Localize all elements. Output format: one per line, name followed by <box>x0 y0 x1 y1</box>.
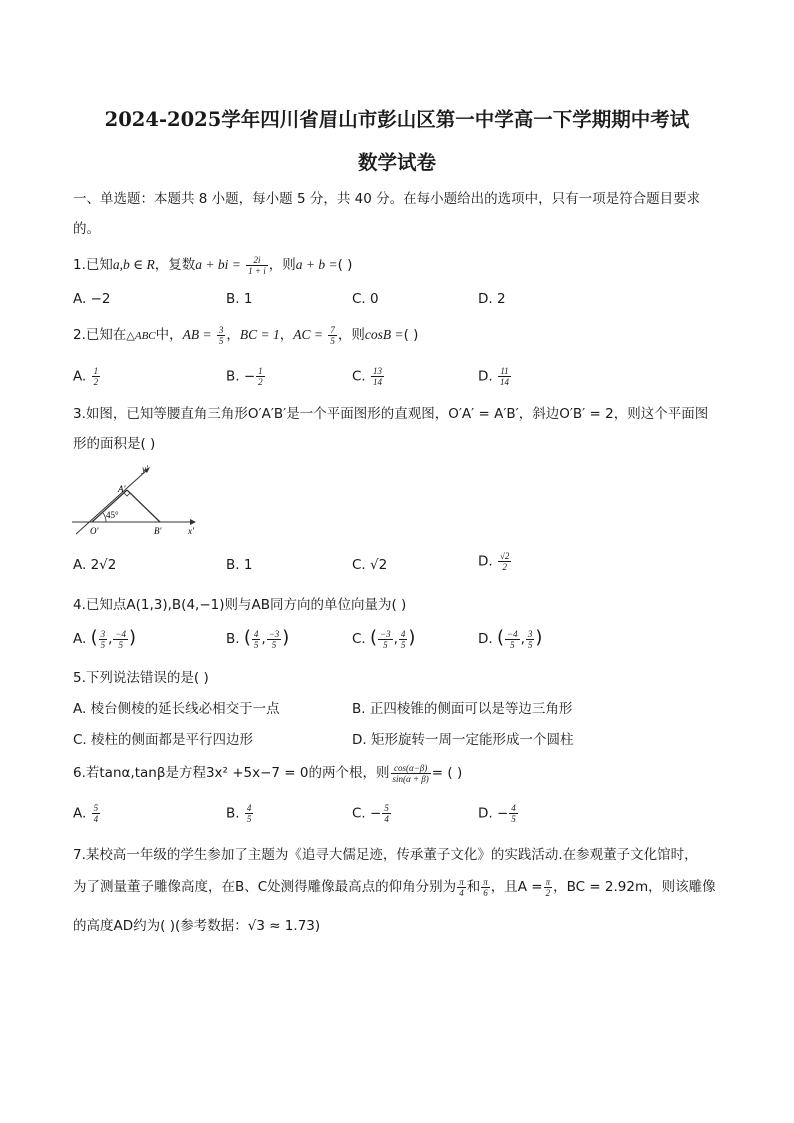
q1-math-sum: a + b = <box>295 257 338 272</box>
option-fraction <box>498 366 511 387</box>
option-fraction <box>509 803 518 824</box>
option-fraction <box>498 551 511 572</box>
frac-den: 14 <box>499 377 509 387</box>
q2-triangle: △ABC <box>126 330 156 342</box>
frac-den: sin(α + β) <box>392 773 429 784</box>
question-7-line3: 的高度AD约为( )(参考数据：√3 ≈ 1.73) <box>73 918 321 934</box>
frac-num: 1 <box>93 366 99 376</box>
edge-ab <box>127 490 160 522</box>
frac-num: cos(α−β) <box>391 763 431 774</box>
question-5-stem <box>73 666 209 686</box>
question-number: 1. <box>73 257 86 273</box>
q4-option-b[interactable]: B. ( $\frac{4}{5}$ , $\frac{-3}{5}$ ) <box>226 627 290 650</box>
frac-den: 5 <box>511 814 516 824</box>
q2-frac-ac <box>328 325 337 346</box>
q2-option-a[interactable] <box>73 366 101 387</box>
frac-num: −4 <box>115 628 126 639</box>
frac-2 <box>399 629 408 650</box>
q4-option-c[interactable]: C. ( $\frac{-3}{5}$ , $\frac{4}{5}$ ) <box>352 627 416 650</box>
q2-option-c[interactable] <box>352 366 385 387</box>
q2-text-1: 已知在 <box>85 327 127 343</box>
q6-option-c[interactable] <box>352 803 392 824</box>
option-letter: C. <box>352 631 366 647</box>
option-letter: B. <box>226 805 240 822</box>
option-fraction <box>92 803 101 824</box>
q7-frac-1 <box>457 877 466 898</box>
frac-den: 2 <box>502 562 507 572</box>
frac-1 <box>378 629 393 650</box>
frac-num: −4 <box>507 628 518 639</box>
question-3-stem-line2: 形的面积是( ) <box>73 436 156 452</box>
label-a: A′ <box>118 484 126 494</box>
question-2-stem <box>73 323 418 346</box>
q7-frac-2 <box>481 877 490 898</box>
q1-option-b[interactable]: B. 1 <box>226 291 253 307</box>
section-heading-line1: 一、单选题：本题共 8 小题，每小题 5 分，共 40 分。在每小题给出的选项中，只有一项是符合题目要求 <box>73 191 701 207</box>
frac-num: −3 <box>268 628 280 639</box>
q2-text-3: ，则 <box>337 327 365 343</box>
question-3-stem-line1 <box>73 402 708 422</box>
q2-frac-ac-den: 5 <box>330 335 335 346</box>
question-number: 4. <box>73 597 86 613</box>
frac-2 <box>526 629 535 650</box>
frac-num: 5 <box>384 803 389 813</box>
q2-text-2: 中， <box>155 327 183 343</box>
frac-den: 2 <box>258 377 263 387</box>
question-number: 5. <box>73 670 86 686</box>
question-1-stem <box>73 253 352 276</box>
q2-bc: BC = 1 <box>239 327 280 342</box>
frac-den: 5 <box>253 639 259 650</box>
exam-title-line2: 数学试卷 <box>357 151 436 174</box>
frac-2 <box>113 629 128 650</box>
q1-math-eq: a + bi = <box>195 257 241 272</box>
x-axis-arrow-icon <box>190 519 196 525</box>
option-sign: − <box>496 805 509 822</box>
q7-text-4: ，BC = 2.92m，则该雕像 <box>553 879 716 895</box>
y-axis-line <box>76 470 147 534</box>
q1-math-ab: a,b ∈ R <box>112 257 155 272</box>
option-fraction <box>382 803 391 824</box>
option-letter: A. <box>73 368 87 385</box>
question-6-stem <box>73 761 462 784</box>
frac-den: 5 <box>383 639 388 650</box>
section-heading-line2: 的。 <box>73 221 100 237</box>
q5-option-a[interactable]: A. 棱台侧棱的延长线必相交于一点 <box>73 701 280 717</box>
q5-option-c[interactable]: C. 棱柱的侧面都是平行四边形 <box>73 732 254 748</box>
question-number: 2. <box>73 327 86 343</box>
option-letter: D. <box>478 553 493 570</box>
option-sign: − <box>370 805 382 822</box>
frac-num: 13 <box>373 366 383 376</box>
q3-figure <box>70 462 200 538</box>
label-b: B′ <box>154 526 162 536</box>
frac-num: 4 <box>511 803 516 813</box>
q1-frac-den: 1 + i <box>248 265 266 276</box>
q2-ab: AB = <box>182 327 212 342</box>
option-letter: A. <box>73 805 87 822</box>
frac-num: 4 <box>253 628 259 639</box>
frac-den: 5 <box>271 639 277 650</box>
option-sign: − <box>243 368 256 385</box>
frac-den: 4 <box>93 814 99 824</box>
q6-option-d[interactable] <box>478 803 519 824</box>
frac-den: 4 <box>384 814 389 824</box>
q2-comma2: ， <box>279 327 294 343</box>
q6-text-1: 若tanα,tanβ是方程3x² +5x−7 = 0的两个根，则 <box>85 765 390 781</box>
q1-option-a[interactable]: A. −2 <box>73 291 111 307</box>
q6-option-b[interactable] <box>226 803 254 824</box>
question-number: 3. <box>73 406 86 422</box>
frac-1 <box>252 629 261 650</box>
q7-and: 和 <box>466 879 481 895</box>
q3-text-1: 如图，已知等腰直角三角形O′A′B′是一个平面图形的直观图，O′A′ = A′B′，斜边O′B′ = 2，则这个平面图 <box>85 406 709 422</box>
frac-num: 3 <box>100 628 106 639</box>
q2-frac-ac-num: 7 <box>330 324 335 335</box>
question-number: 6. <box>73 765 86 781</box>
frac-num: π <box>545 876 551 887</box>
q1-text-3: ，则 <box>268 257 296 273</box>
question-7-line2 <box>73 875 716 898</box>
q2-frac-ab <box>217 325 226 346</box>
option-fraction <box>371 366 384 387</box>
frac-2 <box>267 629 282 650</box>
exam-title-line1: 2024-2025学年四川省眉山市彭山区第一中学高一下学期期中考试 <box>104 108 690 131</box>
q1-paren: ( ) <box>337 257 353 273</box>
q4-option-a[interactable]: A. ( $\frac{3}{5}$ , $\frac{-4}{5}$ ) <box>73 627 137 650</box>
q1-fraction <box>246 255 268 276</box>
q6-option-a[interactable] <box>73 803 101 824</box>
q3-option-d[interactable] <box>478 551 512 572</box>
frac-num: 11 <box>498 366 511 377</box>
q2-paren: ( ) <box>403 327 419 343</box>
frac-den: 5 <box>527 639 533 650</box>
frac-1 <box>505 629 520 650</box>
q6-text-2: = ( ) <box>431 765 463 781</box>
q5-option-d[interactable]: D. 矩形旋转一周一定能形成一个圆柱 <box>352 732 574 748</box>
q1-option-c[interactable]: C. 0 <box>352 291 379 307</box>
frac-den: 5 <box>246 814 252 824</box>
q1-frac-num: 2i <box>246 255 268 266</box>
q2-option-b[interactable] <box>226 366 266 387</box>
q2-ac: AC = <box>293 327 324 342</box>
q2-option-d[interactable] <box>478 366 512 387</box>
option-letter: A. <box>73 631 87 647</box>
option-fraction <box>245 803 254 824</box>
q2-comma: ， <box>226 327 240 343</box>
option-letter: D. <box>478 631 493 647</box>
q1-option-d[interactable]: D. 2 <box>478 291 506 307</box>
q5-text: 下列说法错误的是( ) <box>85 670 209 686</box>
q4-option-d[interactable]: D. ( $\frac{-4}{5}$ , $\frac{3}{5}$ ) <box>478 627 543 650</box>
frac-den: 2 <box>93 377 99 387</box>
frac-num: 5 <box>93 803 99 813</box>
label-o: O′ <box>90 526 99 536</box>
label-y: y′ <box>142 464 148 474</box>
frac-num: −3 <box>380 628 391 639</box>
q4-text: 已知点A(1,3),B(4,−1)则与AB同方向的单位向量为( ) <box>85 597 407 613</box>
frac-den: 6 <box>483 887 488 898</box>
q2-frac-ab-num: 3 <box>218 324 224 335</box>
frac-den: 14 <box>373 377 383 387</box>
q7-text-2: 为了测量董子雕像高度，在B、C处测得雕像最高点的仰角分别为 <box>73 879 457 895</box>
section-heading <box>73 187 700 207</box>
option-letter: B. <box>226 631 240 647</box>
q2-frac-ab-den: 5 <box>218 335 224 346</box>
question-4-stem <box>73 593 406 613</box>
label-angle: 45° <box>106 510 119 520</box>
option-letter: D. <box>478 368 493 385</box>
frac-num: 1 <box>258 366 263 376</box>
frac-den: 5 <box>118 639 123 650</box>
q1-text-2: ，复数 <box>154 257 196 273</box>
q3-option-b[interactable]: B. 1 <box>226 557 253 573</box>
q1-text-1: 已知 <box>85 257 113 273</box>
frac-den: 5 <box>400 639 406 650</box>
option-fraction <box>256 366 265 387</box>
option-letter: C. <box>352 368 366 385</box>
frac-num: π <box>483 876 488 887</box>
q3-option-c[interactable]: C. √2 <box>352 557 388 573</box>
q3-option-a[interactable]: A. 2√2 <box>73 557 117 573</box>
option-letter: D. <box>478 805 493 822</box>
question-number: 7. <box>73 847 86 863</box>
option-letter: C. <box>352 805 366 822</box>
frac-num: 4 <box>400 628 406 639</box>
q2-cosb: cosB = <box>364 327 404 342</box>
frac-den: 5 <box>100 639 106 650</box>
frac-num: 4 <box>246 803 252 813</box>
q7-text-1: 某校高一年级的学生参加了主题为《追寻大儒足迹，传承董子文化》的实践活动.在参观董子文化馆时， <box>85 847 698 863</box>
frac-den: 4 <box>459 887 464 898</box>
frac-num: π <box>459 876 464 887</box>
label-x: x′ <box>188 526 194 536</box>
frac-den: 2 <box>545 887 551 898</box>
q7-frac-3 <box>544 877 553 898</box>
frac-num: 3 <box>527 628 533 639</box>
question-7-line1 <box>73 843 698 863</box>
q5-option-b[interactable]: B. 正四棱锥的侧面可以是等边三角形 <box>352 701 573 717</box>
frac-1 <box>99 629 108 650</box>
frac-den: 5 <box>510 639 515 650</box>
frac-num: √2 <box>499 551 510 561</box>
q7-text-3: ，且A = <box>490 879 543 895</box>
option-letter: B. <box>226 368 240 385</box>
q6-fraction <box>391 763 431 784</box>
option-fraction <box>92 366 101 387</box>
